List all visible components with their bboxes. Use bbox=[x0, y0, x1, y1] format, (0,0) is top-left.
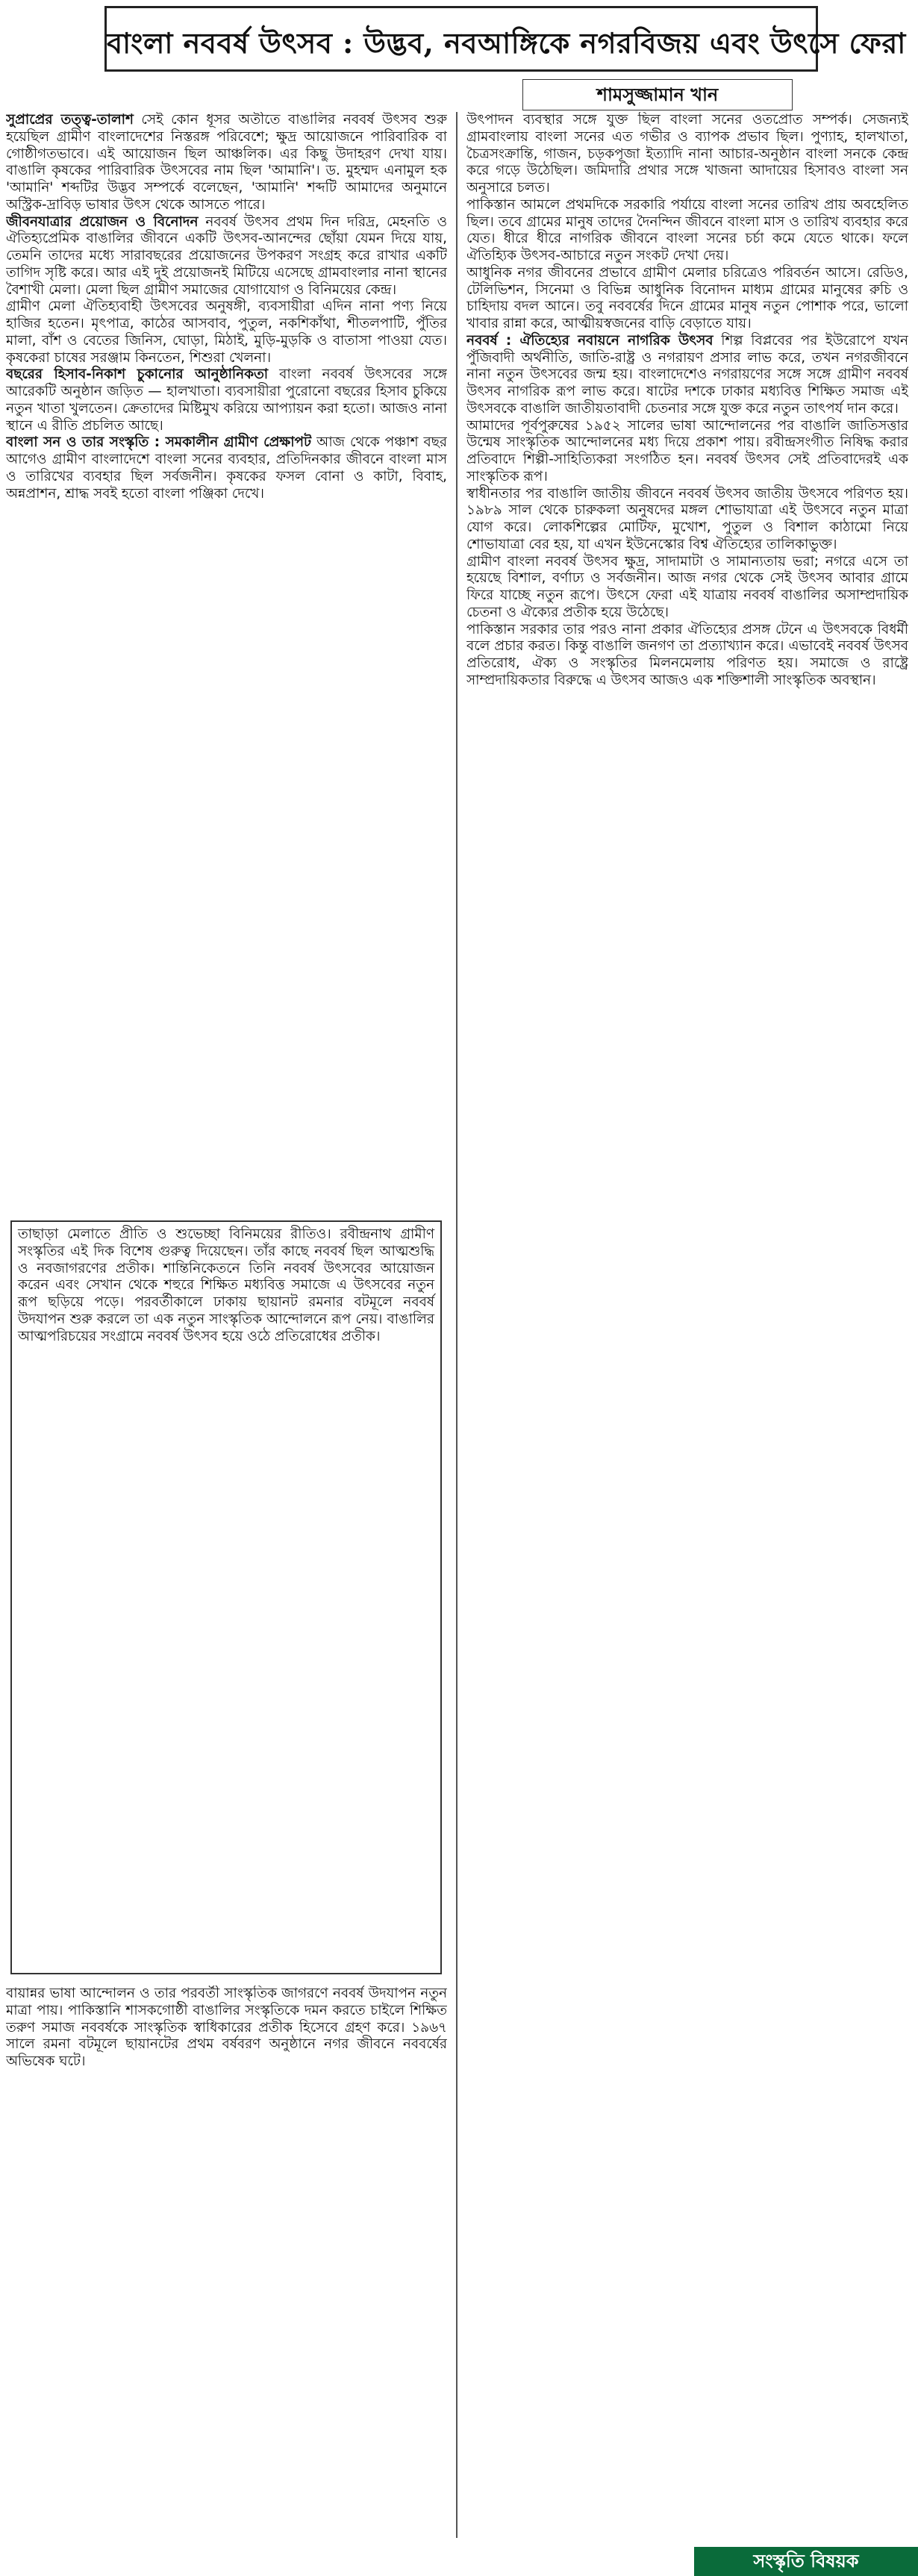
left-column-bottom bbox=[6, 1986, 447, 2538]
intro-body: সেই কোন ধূসর অতীতে বাঙালির নববর্ষ উৎসব শুরু হয়েছিল গ্রামীণ বাংলাদেশের নিস্তরঙ্গ পরিবেশে; ক্ষুদ্র আয়োজনে পারিবারিক বা গোষ্ঠীগতভাবে। এই আয়োজন ছিল আঞ্চলিক। এর কিছু উদাহরণ দেখা যায়। বাঙালি কৃষকের পারিবারিক উৎসবের নাম ছিল 'আমানি'। ড. মুহম্মদ এনামুল হক 'আমানি' শব্দটির উদ্ভব সম্পর্কে বলেছেন, 'আমানি' শব্দটি আমাদের অনুমানে অস্ট্রিক-দ্রাবিড় ভাষার উৎস থেকে আসতে পারে। bbox=[6, 112, 447, 213]
right-lead-4: নববর্ষ : ঐতিহ্যের নবায়নে নাগরিক উৎসব bbox=[466, 332, 714, 349]
right-column bbox=[466, 112, 908, 2426]
left-column-top bbox=[6, 112, 447, 1213]
right-paragraph-1: উৎপাদন ব্যবস্থার সঙ্গে যুক্ত ছিল বাংলা সনের ওতপ্রোত সম্পর্ক। সেজন্যই গ্রামবাংলায় বাংলা সনের এত গভীর ও ব্যাপক প্রভাব ছিল। পুণ্যাহ, হালখাতা, চৈত্রসংক্রান্তি, গাজন, চড়কপূজা ইত্যাদি নানা আচার-অনুষ্ঠান বাংলা সনকে কেন্দ্র করে গড়ে উঠেছিল। জমিদারি প্রথার সঙ্গে খাজনা আদায়ের হিসাবও বাংলা সন অনুসারে চলত। bbox=[466, 112, 908, 196]
right-paragraph-3: আধুনিক নগর জীবনের প্রভাবে গ্রামীণ মেলার চরিত্রেও পরিবর্তন আসে। রেডিও, টেলিভিশন, সিনেমা ও বিভিন্ন আধুনিক বিনোদন মাধ্যম গ্রামের মানুষের রুচি ও চাহিদায় বদল আনে। তবু নববর্ষের দিনে গ্রামের মানুষ নতুন পোশাক পরে, ভালো খাবার রান্না করে, আত্মীয়স্বজনের বাড়ি বেড়াতে যায়। bbox=[466, 264, 908, 331]
right-paragraph-2: পাকিস্তান আমলে প্রথমদিকে সরকারি পর্যায়ে বাংলা সনের তারিখ প্রায় অবহেলিত ছিল। তবে গ্রামের মানুষ তাদের দৈনন্দিন জীবনে বাংলা মাস ও তারিখ ব্যবহার করে যেত। ধীরে ধীরে নাগরিক জীবনে বাংলা সনের চর্চা কমে যেতে থাকে। ফলে ঐতিহ্যিক উৎসব-আচারে নতুন সংকট দেখা দেয়। bbox=[466, 196, 908, 263]
column-divider bbox=[456, 112, 458, 2538]
calendar-paragraph bbox=[6, 434, 447, 502]
halkhata-lead: বছরের হিসাব-নিকাশ চুকানোর আনুষ্ঠানিকতা bbox=[6, 367, 269, 383]
fair-body: গ্রামীণ মেলা ঐতিহ্যবাহী উৎসবের অনুষঙ্গী, ব্যবসায়ীরা এদিন নানা পণ্য নিয়ে হাজির হতেন। মৃৎপাত্র, কাঠের আসবাব, পুতুল, নকশিকাঁথা, শীতলপাটি, পুঁতির মালা, বাঁশ ও বেতের জিনিস, ঘোড়া, মিঠাই, মুড়ি-মুড়কি ও বাতাসা পাওয়া যেত। কৃষকেরা চাষের সরঞ্জাম কিনতেন, শিশুরা খেলনা। bbox=[6, 299, 447, 366]
article-title: বাংলা নববর্ষ উৎসব : উদ্ভব, নবআঙ্গিকে নগরবিজয় এবং উৎসে ফেরা bbox=[107, 26, 906, 60]
right-paragraph-6: স্বাধীনতার পর বাঙালি জাতীয় জীবনে নববর্ষ উৎসব জাতীয় উৎসবে পরিণত হয়। ১৯৮৯ সাল থেকে চারুকলা অনুষদের মঙ্গল শোভাযাত্রা এই উৎসবে নতুন মাত্রা যোগ করে। লোকশিল্পের মোটিফ, মুখোশ, পুতুল ও বিশাল কাঠামো নিয়ে শোভাযাত্রা বের হয়, যা এখন ইউনেস্কোর বিশ্ব ঐতিহ্যের তালিকাভুক্ত। bbox=[466, 485, 908, 552]
right-body-4: শিল্প বিপ্লবের পর ইউরোপে যখন পুঁজিবাদী অর্থনীতি, জাতি-রাষ্ট্র ও নগরায়ণ প্রসার লাভ করে, তখন নগরজীবনে নানা নতুন উৎসবের জন্ম হয়। বাংলাদেশেও নগরায়ণের সঙ্গে সঙ্গে গ্রামীণ নববর্ষ উৎসব নাগরিক রূপ লাভ করে। ষাটের দশকে ঢাকার মধ্যবিত্ত শিক্ষিত সমাজ এই উৎসবকে বাঙালি জাতীয়তাবাদী চেতনার সঙ্গে যুক্ত করে নতুন তাৎপর্য দান করে। bbox=[466, 332, 908, 417]
right-paragraph-4 bbox=[466, 333, 908, 418]
urban-paragraph: বায়ান্নর ভাষা আন্দোলন ও তার পরবর্তী সাংস্কৃতিক জাগরণে নববর্ষ উদযাপন নতুন মাত্রা পায়। পাকিস্তানি শাসকগোষ্ঠী বাঙালির সংস্কৃতিকে দমন করতে চাইলে শিক্ষিত তরুণ সমাজ নববর্ষকে সাংস্কৃতিক স্বাধিকারের প্রতীক হিসেবে গ্রহণ করে। ১৯৬৭ সালে রমনা বটমূলে ছায়ানটের প্রথম বর্ষবরণ অনুষ্ঠানে নগর জীবনে নববর্ষের অভিষেক ঘটে। bbox=[6, 1986, 447, 2069]
calendar-lead: বাংলা সন ও তার সংস্কৃতি : সমকালীন গ্রামীণ প্রেক্ষাপট bbox=[6, 434, 312, 451]
economy-lead: জীবনযাত্রার প্রয়োজন ও বিনোদন bbox=[6, 213, 199, 230]
right-paragraph-5: আমাদের পূর্বপুরুষের ১৯৫২ সালের ভাষা আন্দোলনের পর বাঙালি জাতিসত্তার উন্মেষ সাংস্কৃতিক আন্দোলনের মধ্য দিয়ে প্রকাশ পায়। রবীন্দ্রসংগীত নিষিদ্ধ করার প্রতিবাদে শিল্পী-সাহিত্যিকরা সংগঠিত হন। নববর্ষ উৎসব সেই প্রতিবাদেরই এক সাংস্কৃতিক রূপ। bbox=[466, 417, 908, 484]
halkhata-body: বাংলা নববর্ষ উৎসবের সঙ্গে আরেকটি অনুষ্ঠান জড়িত — হালখাতা। ব্যবসায়ীরা পুরোনো বছরের হিসাব চুকিয়ে নতুন খাতা খুলতেন। ক্রেতাদের মিষ্টিমুখ করিয়ে আপ্যায়ন করা হতো। আজও নানা স্থানে এ রীতি প্রচলিত আছে। bbox=[6, 367, 447, 434]
section-footer-tag: সংস্কৃতি বিষয়ক bbox=[694, 2547, 918, 2576]
calendar-body: আজ থেকে পঞ্চাশ বছর আগেও গ্রামীণ বাংলাদেশে বাংলা সনের ব্যবহার, প্রতিদিনকার জীবনে বাংলা মাস ও তারিখের ব্যবহার ছিল সর্বজনীন। কৃষকের ফসল বোনা ও কাটা, বিবাহ, অন্নপ্রাশন, শ্রাদ্ধ সবই হতো বাংলা পঞ্জিকা দেখে। bbox=[6, 434, 447, 502]
right-paragraph-8: পাকিস্তান সরকার তার পরও নানা প্রকার ঐতিহ্যের প্রসঙ্গ টেনে এ উৎসবকে বিধর্মী বলে প্রচার করত। কিন্তু বাঙালি জনগণ তা প্রত্যাখ্যান করে। এভাবেই নববর্ষ উৎসব প্রতিরোধ, ঐক্য ও সংস্কৃতির মিলনমেলায় পরিণত হয়। সমাজে ও রাষ্ট্রে সাম্প্রদায়িকতার বিরুদ্ধে এ উৎসব আজও এক শক্তিশালী সাংস্কৃতিক অবস্থান। bbox=[466, 621, 908, 688]
title-box bbox=[104, 6, 906, 72]
boxed-section bbox=[10, 1220, 442, 1974]
author-byline: শামসুজ্জামান খান bbox=[522, 79, 793, 110]
fair-paragraph bbox=[6, 299, 447, 367]
economy-paragraph bbox=[6, 214, 447, 299]
boxed-body: তাছাড়া মেলাতে প্রীতি ও শুভেচ্ছা বিনিময়ের রীতিও। রবীন্দ্রনাথ গ্রামীণ সংস্কৃতির এই দিক বিশেষ গুরুত্ব দিয়েছেন। তাঁর কাছে নববর্ষ ছিল আত্মশুদ্ধি ও নবজাগরণের প্রতীক। শান্তিনিকেতনে তিনি নববর্ষ উৎসবের আয়োজন করেন এবং সেখান থেকে শহুরে শিক্ষিত মধ্যবিত্ত সমাজে এ উৎসবের নতুন রূপ ছড়িয়ে পড়ে। পরবর্তীকালে ঢাকায় ছায়ানট রমনার বটমূলে নববর্ষ উদযাপন শুরু করলে তা এক নতুন সাংস্কৃতিক আন্দোলনে রূপ নেয়। বাঙালির আত্মপরিচয়ের সংগ্রামে নববর্ষ উৎসব হয়ে ওঠে প্রতিরোধের প্রতীক। bbox=[18, 1226, 434, 1344]
right-paragraph-7: গ্রামীণ বাংলা নববর্ষ উৎসব ক্ষুদ্র, সাদামাটা ও সামান্যতায় ভরা; নগরে এসে তা হয়েছে বিশাল, বর্ণাঢ্য ও সর্বজনীন। আজ নগর থেকে সেই উৎসব আবার গ্রামে ফিরে যাচ্ছে নতুন রূপে। উৎসে ফেরা এই যাত্রায় নববর্ষ বাঙালির অসাম্প্রদায়িক চেতনা ও ঐক্যের প্রতীক হয়ে উঠেছে। bbox=[466, 553, 908, 620]
intro-paragraph bbox=[6, 112, 447, 214]
intro-lead: সুপ্রাপ্রের তত্ত্ব-তালাশ bbox=[6, 112, 134, 128]
economy-body: নববর্ষ উৎসব প্রথম দিন দরিদ্র, মেহনতি ও ঐতিহ্যপ্রেমিক বাঙালির জীবনে একটি উৎসব-আনন্দের ছোঁয়া যেমন দিয়ে যায়, তেমনি তাদের মধ্যে সারাবছরের প্রয়োজনের উপকরণ সংগ্রহ করে রাখার একটি তাগিদ সৃষ্টি করে। আর এই দুই প্রয়োজনই মিটিয়ে এসেছে গ্রামবাংলার নানা স্থানের বৈশাখী মেলা। মেলা ছিল গ্রামীণ সমাজের যোগাযোগ ও বিনিময়ের কেন্দ্র। bbox=[6, 213, 447, 298]
halkhata-paragraph bbox=[6, 367, 447, 434]
